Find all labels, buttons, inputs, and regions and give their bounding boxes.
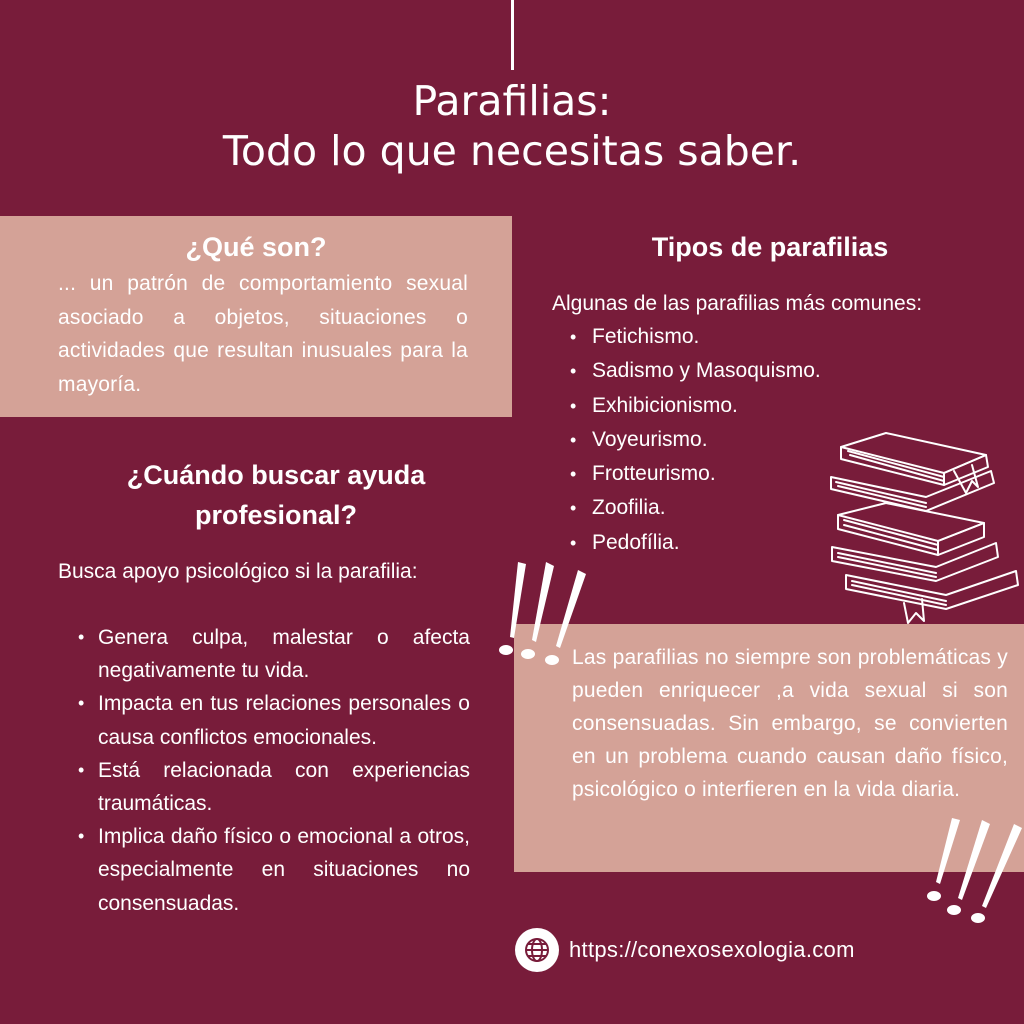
list-item: • Frotteurismo. xyxy=(570,457,821,491)
nota-text: Las parafilias no siempre son problemáticas y pueden enriquecer ,a vida sexual si son consensuadas. Sin embargo, se convierten en un problema cuando causan daño físico, psicológico o interfieren en la vida diaria. xyxy=(572,646,1008,801)
tipos-intro: Algunas de las parafilias más comunes: xyxy=(552,292,923,315)
ayuda-heading-line-1: ¿Cuándo buscar ayuda xyxy=(126,460,426,490)
website-link[interactable] xyxy=(515,928,855,972)
tipos-list xyxy=(570,320,821,560)
que-son-text: ... un patrón de comportamiento sexual asociado a objetos, situaciones o actividades que resultan inusuales para la mayoría. xyxy=(58,272,468,396)
list-item: • Pedofília. xyxy=(570,526,821,560)
exclamation-marks-icon xyxy=(920,812,1024,926)
list-item: • Fetichismo. xyxy=(570,320,821,354)
ayuda-intro: Busca apoyo psicológico si la parafilia: xyxy=(58,560,418,583)
ayuda-list xyxy=(78,621,470,920)
list-item: • Voyeurismo. xyxy=(570,423,821,457)
page-title xyxy=(0,76,1024,176)
list-item: • Implica daño físico o emocional a otros, especialmente en situaciones no consensuadas. xyxy=(78,820,470,920)
title-line-2: Todo lo que necesitas saber. xyxy=(222,127,802,175)
list-item: • Exhibicionismo. xyxy=(570,389,821,423)
que-son-box xyxy=(0,216,512,417)
title-line-1: Parafilias: xyxy=(412,77,612,125)
que-son-heading: ¿Qué son? xyxy=(185,232,327,262)
list-item: • Impacta en tus relaciones personales o causa conflictos emocionales. xyxy=(78,687,470,753)
tipos-heading: Tipos de parafilias xyxy=(651,232,889,262)
list-item: • Genera culpa, malestar o afecta negativamente tu vida. xyxy=(78,621,470,687)
ayuda-heading xyxy=(40,455,512,535)
website-url[interactable]: https://conexosexologia.com xyxy=(569,937,855,962)
ayuda-heading-line-2: profesional? xyxy=(194,500,357,530)
list-item: • Está relacionada con experiencias traumáticas. xyxy=(78,754,470,820)
exclamation-marks-icon xyxy=(492,558,592,670)
list-item: • Zoofilia. xyxy=(570,491,821,525)
books-stack-icon xyxy=(826,425,1021,625)
globe-icon xyxy=(515,928,559,972)
list-item: • Sadismo y Masoquismo. xyxy=(570,354,821,388)
top-divider-line xyxy=(511,0,514,70)
